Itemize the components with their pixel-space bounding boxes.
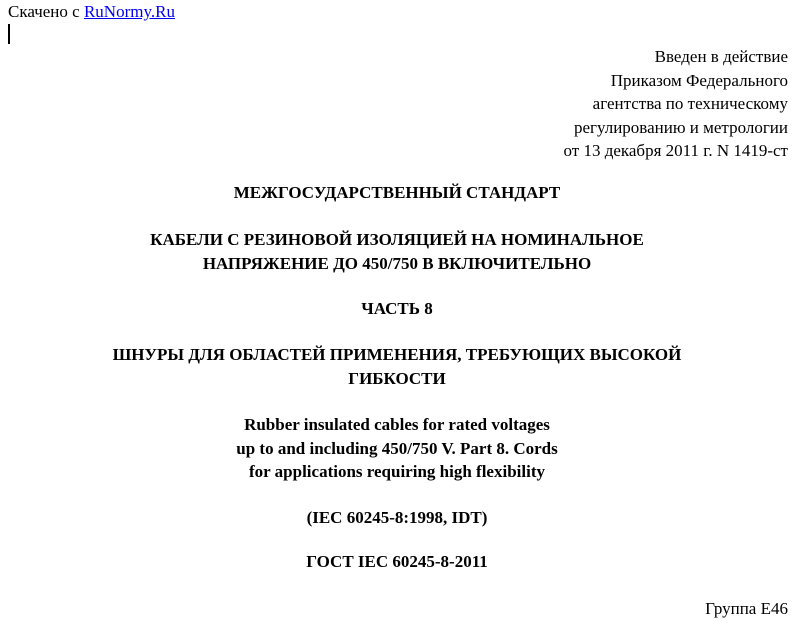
approval-line: Приказом Федерального	[610, 70, 788, 90]
document-title	[0, 228, 794, 275]
gost-designation-text: ГОСТ IEC 60245-8-2011	[306, 552, 488, 571]
standard-kind-heading	[0, 181, 794, 205]
document-subtitle	[0, 343, 794, 390]
text-cursor	[8, 24, 10, 44]
approval-line: от 13 декабря 2011 г. N 1419-ст	[563, 141, 788, 160]
source-line	[8, 2, 175, 22]
approval-line: регулированию и метрологии	[573, 117, 788, 137]
approval-notice	[563, 45, 788, 163]
english-title-line: for applications requiring high flexibility	[249, 462, 545, 481]
gost-designation	[0, 550, 794, 574]
source-prefix: Скачено с	[8, 2, 84, 21]
approval-line: агентства по техническому	[592, 94, 788, 113]
part-heading	[0, 297, 794, 321]
standard-kind-text: МЕЖГОСУДАРСТВЕННЫЙ СТАНДАРТ	[233, 183, 561, 202]
iec-reference	[0, 506, 794, 530]
english-title	[0, 413, 794, 484]
subtitle-line: ГИБКОСТИ	[348, 368, 446, 388]
subtitle-line: ШНУРЫ ДЛЯ ОБЛАСТЕЙ ПРИМЕНЕНИЯ, ТРЕБУЮЩИХ ВЫСОКОЙ	[112, 345, 682, 364]
source-link[interactable]: RuNormy.Ru	[83, 2, 175, 21]
classification-group: Группа Е46	[705, 599, 788, 618]
approval-line: Введен в действие	[654, 47, 788, 66]
iec-reference-text: (IEC 60245-8:1998, IDT)	[306, 508, 488, 527]
english-title-line: Rubber insulated cables for rated voltages	[244, 415, 550, 434]
part-text: ЧАСТЬ 8	[361, 299, 433, 318]
title-line: КАБЕЛИ С РЕЗИНОВОЙ ИЗОЛЯЦИЕЙ НА НОМИНАЛЬНОЕ	[150, 230, 644, 249]
title-line: НАПРЯЖЕНИЕ ДО 450/750 В ВКЛЮЧИТЕЛЬНО	[202, 253, 592, 273]
english-title-line: up to and including 450/750 V. Part 8. Cords	[236, 438, 558, 458]
